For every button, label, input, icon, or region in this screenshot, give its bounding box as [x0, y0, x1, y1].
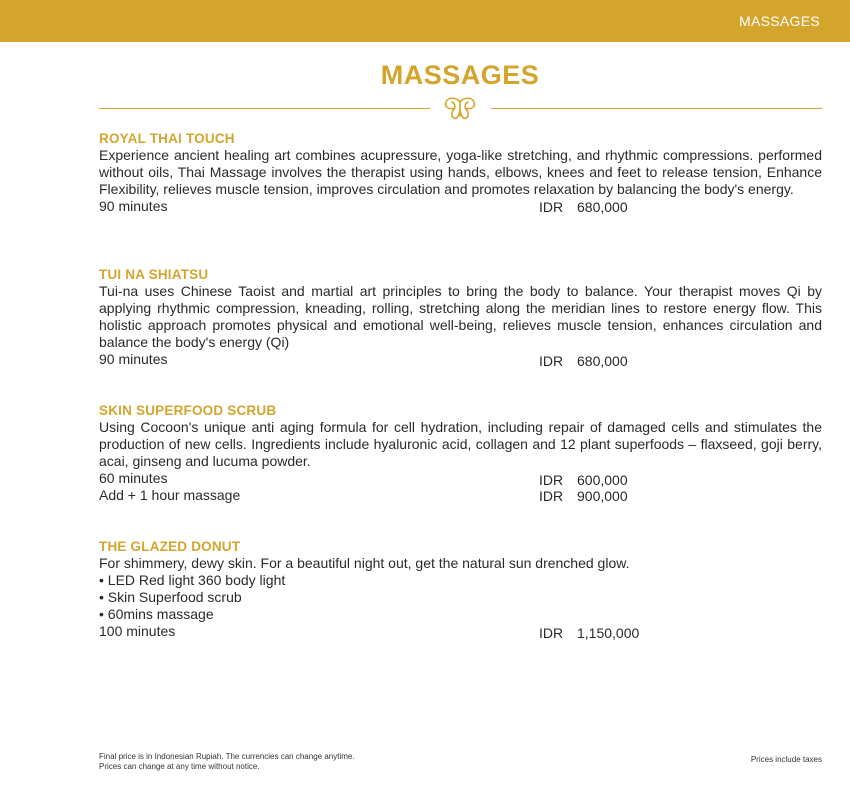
currency-label: IDR [539, 472, 564, 488]
treatment-skin-superfood-scrub [99, 402, 822, 504]
section-label: MASSAGES [739, 13, 820, 29]
treatment-description: Using Cocoon's unique anti aging formula for cell hydration, including repair of damaged cells and stimulates the production of new cells. Ingredients include hyaluronic acid, collagen and 12 plant superfoods – flaxseed, goji berry, acai, ginseng and lucuma powder. [99, 419, 822, 469]
title-divider-right [491, 108, 822, 109]
treatment-title: ROYAL THAI TOUCH [99, 131, 235, 146]
option-price: 900,000 [577, 488, 628, 504]
footer-note [99, 752, 355, 772]
taxes-note: Prices include taxes [750, 755, 822, 764]
treatment-option [99, 487, 822, 504]
treatment-title: SKIN SUPERFOOD SCRUB [99, 403, 277, 418]
treatment-description: Experience ancient healing art combines acupressure, yoga-like stretching, and rhythmic compressions. performed without oils, Thai Massage involves the therapist using hands, elbows, knees and feet to release tension, Enhance Flexibility, relieves muscle tension, improves circulation and promotes relaxation by balancing the body's energy. [99, 147, 822, 197]
option-duration: Add + 1 hour massage [99, 487, 241, 503]
option-price: 680,000 [577, 199, 628, 215]
treatment-option [99, 470, 822, 487]
treatment-option [99, 198, 822, 215]
page-title: MASSAGES [380, 60, 540, 90]
currency-label: IDR [539, 199, 564, 215]
treatment-description: Tui-na uses Chinese Taoist and martial art principles to bring the body to balance. Your therapist moves Qi by applying rhythmic compression, kneading, rolling, stretching along the meridian lines to restore energy flow. This holistic approach promotes physical and emotional well-being, relieves muscle tension, enhances circulation and balance the body's energy (Qi) [99, 283, 822, 350]
title-divider-left [99, 108, 430, 109]
treatment-option [99, 351, 822, 368]
option-price: 1,150,000 [577, 625, 640, 641]
treatment-option [99, 623, 822, 640]
option-duration: 100 minutes [99, 623, 176, 639]
treatment-description: For shimmery, dewy skin. For a beautiful night out, get the natural sun drenched glow. [99, 555, 630, 571]
currency-label: IDR [539, 488, 564, 504]
option-duration: 60 minutes [99, 470, 168, 486]
treatment-tui-na-shiatsu [99, 266, 822, 368]
list-item: • LED Red light 360 body light [99, 572, 286, 588]
currency-label: IDR [539, 353, 564, 369]
list-item: • Skin Superfood scrub [99, 589, 242, 605]
treatment-title: TUI NA SHIATSU [99, 267, 209, 282]
option-price: 600,000 [577, 472, 628, 488]
footer-note-line: Prices can change at any time without notice. [99, 762, 260, 771]
treatment-royal-thai-touch [99, 130, 822, 215]
treatment-title: THE GLAZED DONUT [99, 539, 241, 554]
footer-note-line: Final price is in Indonesian Rupiah. The currencies can change anytime. [99, 752, 355, 761]
option-duration: 90 minutes [99, 198, 168, 214]
list-item: • 60mins massage [99, 606, 214, 622]
currency-label: IDR [539, 625, 564, 641]
treatment-the-glazed-donut [99, 538, 822, 640]
header-bar [0, 0, 850, 42]
butterfly-ornament-icon [443, 96, 477, 122]
option-duration: 90 minutes [99, 351, 168, 367]
option-price: 680,000 [577, 353, 628, 369]
